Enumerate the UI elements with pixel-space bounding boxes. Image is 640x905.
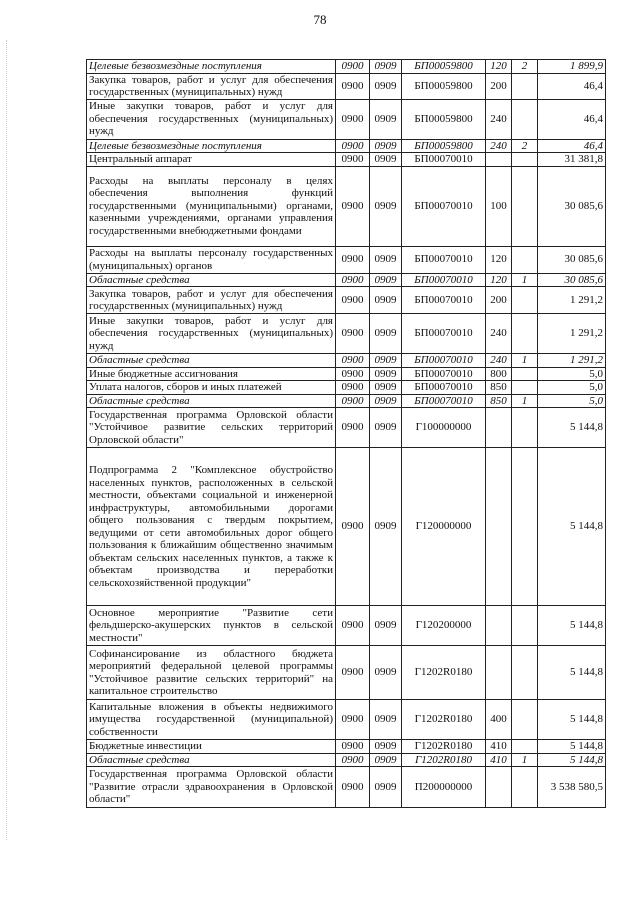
row-source: [512, 646, 538, 700]
row-target-code: БП00059800: [402, 99, 486, 139]
table-row: [87, 354, 606, 368]
row-expense-type: [486, 153, 512, 167]
row-subsection: 0909: [370, 700, 402, 740]
row-expense-type: 410: [486, 740, 512, 754]
budget-table-body: [87, 60, 606, 808]
row-amount: 1 291,2: [538, 287, 606, 314]
row-source: [512, 166, 538, 246]
row-target-code: БП00070010: [402, 153, 486, 167]
row-target-code: Г1202R0180: [402, 740, 486, 754]
row-name: Областные средства: [87, 753, 336, 767]
row-subsection: 0909: [370, 367, 402, 381]
table-row: [87, 740, 606, 754]
row-target-code: П200000000: [402, 767, 486, 808]
row-name: Расходы на выплаты персоналу государственных (муниципальных) органов: [87, 246, 336, 273]
row-source: [512, 381, 538, 395]
row-subsection: 0909: [370, 408, 402, 448]
row-target-code: Г1202R0180: [402, 753, 486, 767]
row-expense-type: 120: [486, 273, 512, 287]
table-row: [87, 394, 606, 408]
row-subsection: 0909: [370, 740, 402, 754]
row-subsection: 0909: [370, 139, 402, 153]
table-row: [87, 99, 606, 139]
table-row: [87, 246, 606, 273]
row-source: [512, 767, 538, 808]
row-section: 0900: [336, 287, 370, 314]
row-name: Подпрограмма 2 "Комплексное обустройство населенных пунктов, расположенных в сельской местности, объектами социальной и инженерной инфраструктуры, автомобильными дорогами общего пользования с твердым покрытием, ведущими от сети автомобильных дорог общего пользования к ближайшим общественно значимым объектам сельских населенных пунктов, а также к объектам производства и переработки сельскохозяйственной продукции": [87, 448, 336, 606]
row-subsection: 0909: [370, 394, 402, 408]
row-source: [512, 314, 538, 354]
row-subsection: 0909: [370, 246, 402, 273]
row-amount: 5 144,8: [538, 753, 606, 767]
row-expense-type: 850: [486, 381, 512, 395]
row-amount: 5,0: [538, 394, 606, 408]
row-subsection: 0909: [370, 753, 402, 767]
row-expense-type: 850: [486, 394, 512, 408]
row-section: 0900: [336, 394, 370, 408]
row-subsection: 0909: [370, 153, 402, 167]
row-target-code: БП00059800: [402, 60, 486, 74]
row-expense-type: 240: [486, 314, 512, 354]
row-name: Уплата налогов, сборов и иных платежей: [87, 381, 336, 395]
row-expense-type: [486, 448, 512, 606]
row-section: 0900: [336, 273, 370, 287]
table-row: [87, 287, 606, 314]
row-source: [512, 246, 538, 273]
row-amount: 5 144,8: [538, 740, 606, 754]
row-subsection: 0909: [370, 60, 402, 74]
row-subsection: 0909: [370, 287, 402, 314]
row-amount: 3 538 580,5: [538, 767, 606, 808]
row-amount: 1 291,2: [538, 354, 606, 368]
row-subsection: 0909: [370, 73, 402, 99]
row-section: 0900: [336, 99, 370, 139]
row-amount: 5,0: [538, 367, 606, 381]
row-subsection: 0909: [370, 448, 402, 606]
row-name: Закупка товаров, работ и услуг для обеспечения государственных (муниципальных) нужд: [87, 73, 336, 99]
row-name: Иные бюджетные ассигнования: [87, 367, 336, 381]
binding-edge: [6, 40, 7, 840]
row-source: [512, 700, 538, 740]
row-amount: 30 085,6: [538, 246, 606, 273]
table-row: [87, 381, 606, 395]
row-subsection: 0909: [370, 314, 402, 354]
row-section: 0900: [336, 166, 370, 246]
row-target-code: БП00070010: [402, 287, 486, 314]
row-section: 0900: [336, 381, 370, 395]
table-row: [87, 448, 606, 606]
row-amount: 1 899,9: [538, 60, 606, 74]
row-target-code: Г100000000: [402, 408, 486, 448]
table-row: [87, 273, 606, 287]
row-target-code: Г120200000: [402, 606, 486, 646]
row-target-code: БП00070010: [402, 381, 486, 395]
row-amount: 31 381,8: [538, 153, 606, 167]
row-amount: 30 085,6: [538, 273, 606, 287]
row-source: 1: [512, 394, 538, 408]
row-name: Государственная программа Орловской области "Устойчивое развитие сельских территорий Орловской области": [87, 408, 336, 448]
row-expense-type: 200: [486, 287, 512, 314]
row-subsection: 0909: [370, 99, 402, 139]
table-row: [87, 700, 606, 740]
row-target-code: Г1202R0180: [402, 646, 486, 700]
row-source: 2: [512, 139, 538, 153]
row-amount: 30 085,6: [538, 166, 606, 246]
row-name: Областные средства: [87, 273, 336, 287]
row-expense-type: 240: [486, 354, 512, 368]
row-target-code: Г1202R0180: [402, 700, 486, 740]
row-target-code: БП00059800: [402, 73, 486, 99]
row-source: 1: [512, 273, 538, 287]
row-section: 0900: [336, 246, 370, 273]
row-amount: 46,4: [538, 139, 606, 153]
row-name: Областные средства: [87, 354, 336, 368]
row-section: 0900: [336, 448, 370, 606]
row-name: Целевые безвозмездные поступления: [87, 139, 336, 153]
row-target-code: БП00070010: [402, 273, 486, 287]
row-expense-type: 240: [486, 99, 512, 139]
row-amount: 5 144,8: [538, 448, 606, 606]
row-name: Основное мероприятие "Развитие сети фельдшерско-акушерских пунктов в сельской местности": [87, 606, 336, 646]
row-subsection: 0909: [370, 606, 402, 646]
row-source: 1: [512, 354, 538, 368]
row-subsection: 0909: [370, 381, 402, 395]
budget-table: [86, 59, 606, 808]
row-subsection: 0909: [370, 273, 402, 287]
row-expense-type: 410: [486, 753, 512, 767]
row-section: 0900: [336, 646, 370, 700]
row-amount: 5 144,8: [538, 408, 606, 448]
row-subsection: 0909: [370, 166, 402, 246]
row-target-code: БП00070010: [402, 246, 486, 273]
table-row: [87, 153, 606, 167]
row-section: 0900: [336, 767, 370, 808]
row-section: 0900: [336, 606, 370, 646]
row-source: 1: [512, 753, 538, 767]
row-amount: 5 144,8: [538, 646, 606, 700]
row-subsection: 0909: [370, 767, 402, 808]
row-source: [512, 73, 538, 99]
page-number: 78: [313, 12, 327, 27]
row-section: 0900: [336, 314, 370, 354]
row-expense-type: [486, 606, 512, 646]
row-amount: 5 144,8: [538, 700, 606, 740]
table-row: [87, 606, 606, 646]
row-section: 0900: [336, 153, 370, 167]
row-name: Расходы на выплаты персоналу в целях обеспечения выполнения функций государственными (муниципальными) органами, казенными учреждениями, органами управления государственными внебюджетными фондами: [87, 166, 336, 246]
row-target-code: БП00070010: [402, 367, 486, 381]
row-section: 0900: [336, 753, 370, 767]
row-source: [512, 740, 538, 754]
row-section: 0900: [336, 740, 370, 754]
row-expense-type: 120: [486, 246, 512, 273]
row-name: Иные закупки товаров, работ и услуг для обеспечения государственных (муниципальных) нужд: [87, 99, 336, 139]
row-amount: 5,0: [538, 381, 606, 395]
row-amount: 5 144,8: [538, 606, 606, 646]
row-name: Государственная программа Орловской области "Развитие отрасли здравоохранения в Орловской области": [87, 767, 336, 808]
table-row: [87, 314, 606, 354]
row-section: 0900: [336, 73, 370, 99]
row-expense-type: 120: [486, 60, 512, 74]
row-source: [512, 153, 538, 167]
row-name: Иные закупки товаров, работ и услуг для обеспечения государственных (муниципальных) нужд: [87, 314, 336, 354]
row-expense-type: 100: [486, 166, 512, 246]
row-subsection: 0909: [370, 354, 402, 368]
row-expense-type: [486, 646, 512, 700]
row-source: [512, 287, 538, 314]
row-target-code: Г120000000: [402, 448, 486, 606]
table-row: [87, 166, 606, 246]
row-amount: 46,4: [538, 99, 606, 139]
row-target-code: БП00070010: [402, 354, 486, 368]
table-row: [87, 367, 606, 381]
row-name: Областные средства: [87, 394, 336, 408]
row-target-code: БП00070010: [402, 314, 486, 354]
row-target-code: БП00070010: [402, 166, 486, 246]
row-expense-type: 200: [486, 73, 512, 99]
row-section: 0900: [336, 700, 370, 740]
row-section: 0900: [336, 367, 370, 381]
row-name: Целевые безвозмездные поступления: [87, 60, 336, 74]
row-name: Капитальные вложения в объекты недвижимого имущества государственной (муниципальной) собственности: [87, 700, 336, 740]
row-target-code: БП00070010: [402, 394, 486, 408]
row-section: 0900: [336, 354, 370, 368]
row-name: Центральный аппарат: [87, 153, 336, 167]
row-source: [512, 448, 538, 606]
row-source: [512, 606, 538, 646]
row-section: 0900: [336, 60, 370, 74]
row-source: 2: [512, 60, 538, 74]
row-section: 0900: [336, 408, 370, 448]
table-row: [87, 73, 606, 99]
row-source: [512, 99, 538, 139]
row-source: [512, 408, 538, 448]
table-row: [87, 753, 606, 767]
row-amount: 1 291,2: [538, 314, 606, 354]
row-expense-type: [486, 767, 512, 808]
row-name: Бюджетные инвестиции: [87, 740, 336, 754]
table-row: [87, 60, 606, 74]
table-row: [87, 139, 606, 153]
row-source: [512, 367, 538, 381]
row-name: Софинансирование из областного бюджета мероприятий федеральной целевой программы "Устойчивое развитие сельских территорий" на капитальное строительство: [87, 646, 336, 700]
table-row: [87, 646, 606, 700]
row-section: 0900: [336, 139, 370, 153]
row-subsection: 0909: [370, 646, 402, 700]
row-name: Закупка товаров, работ и услуг для обеспечения государственных (муниципальных) нужд: [87, 287, 336, 314]
row-expense-type: 400: [486, 700, 512, 740]
row-expense-type: [486, 408, 512, 448]
row-expense-type: 800: [486, 367, 512, 381]
row-amount: 46,4: [538, 73, 606, 99]
table-row: [87, 408, 606, 448]
table-row: [87, 767, 606, 808]
row-target-code: БП00059800: [402, 139, 486, 153]
row-expense-type: 240: [486, 139, 512, 153]
